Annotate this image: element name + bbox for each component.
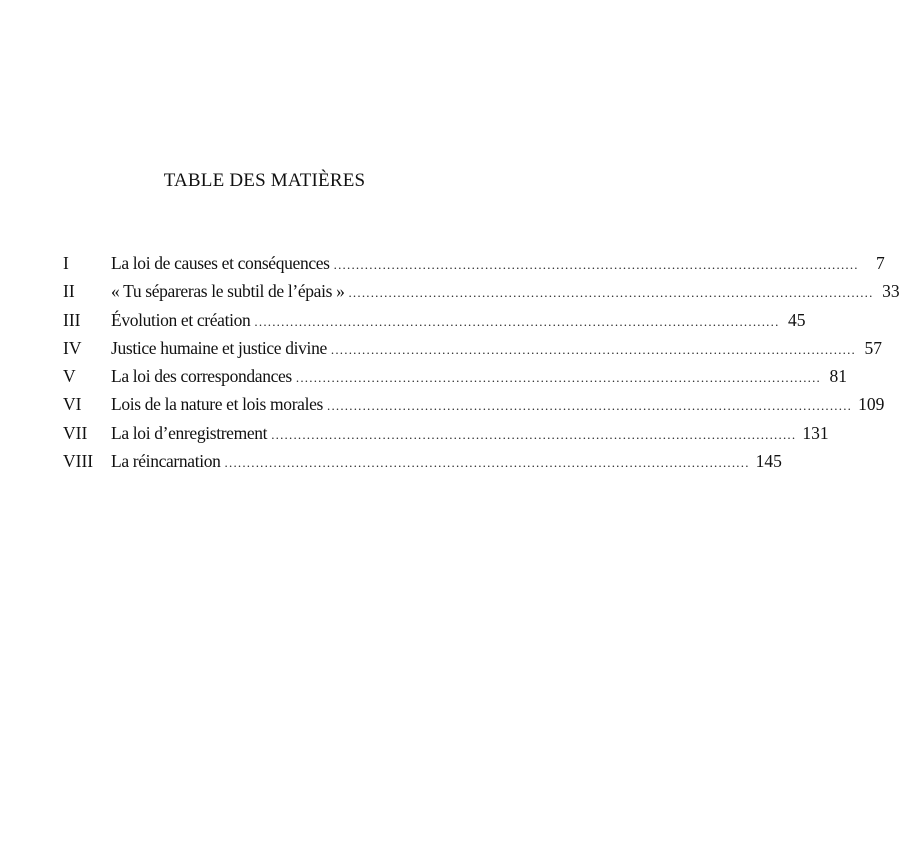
toc-entry-page: 57 xyxy=(864,337,882,358)
toc-entry-number: III xyxy=(63,309,81,330)
toc-entry[interactable] xyxy=(63,309,806,338)
toc-entry-title: La loi de causes et conséquences xyxy=(111,253,330,273)
toc-entry-title: La loi des correspondances xyxy=(111,366,292,387)
page-title: TABLE DES MATIÈRES xyxy=(163,170,366,191)
toc-dot-leader: ...................................................................................................................... xyxy=(330,341,856,357)
toc-entry-title: La réincarnation xyxy=(111,451,221,472)
toc-entry-title: Évolution et création xyxy=(111,309,251,330)
toc-entry-title: « Tu sépareras le subtil de l’épais » xyxy=(111,281,345,302)
toc-entry-page: 131 xyxy=(802,422,829,443)
toc-entry[interactable] xyxy=(63,394,885,422)
toc-entry-number: V xyxy=(63,366,76,387)
toc-entry-page: 145 xyxy=(755,451,782,472)
toc-entry-page: 7 xyxy=(876,253,885,273)
toc-dot-leader: ...................................................................................................................... xyxy=(271,426,797,442)
toc-entry-page: 81 xyxy=(829,366,848,387)
toc-entry[interactable] xyxy=(63,366,848,394)
toc-entry-number: VIII xyxy=(63,451,94,472)
toc-entry-page: 45 xyxy=(788,309,806,330)
toc-entry-page: 109 xyxy=(858,394,885,415)
toc-dot-leader: ...................................................................................................................... xyxy=(327,398,853,414)
toc-entry-title: Lois de la nature et lois morales xyxy=(111,394,323,415)
toc-entry-title: La loi d’enregistrement xyxy=(111,422,268,443)
toc-entry[interactable] xyxy=(63,337,882,366)
toc-entry-title: Justice humaine et justice divine xyxy=(111,337,327,358)
toc-dot-leader: ...................................................................................................................... xyxy=(224,455,750,471)
table-of-contents xyxy=(63,253,900,479)
toc-entry-number: IV xyxy=(63,337,82,358)
toc-entry[interactable] xyxy=(63,451,782,479)
toc-dot-leader: ...................................................................................................................... xyxy=(295,370,822,386)
toc-entry-number: VI xyxy=(63,394,82,415)
toc-entry[interactable] xyxy=(63,422,829,451)
toc-entry-number: I xyxy=(63,253,69,273)
toc-dot-leader: ...................................................................................................................... xyxy=(333,257,859,272)
toc-entry[interactable] xyxy=(63,281,900,309)
toc-dot-leader: ...................................................................................................................... xyxy=(348,285,874,301)
toc-entry-number: VII xyxy=(63,422,88,443)
toc-dot-leader: ...................................................................................................................... xyxy=(254,313,780,329)
toc-entry-page: 33 xyxy=(882,281,900,302)
toc-entry[interactable] xyxy=(63,253,885,281)
toc-entry-number: II xyxy=(63,281,75,302)
